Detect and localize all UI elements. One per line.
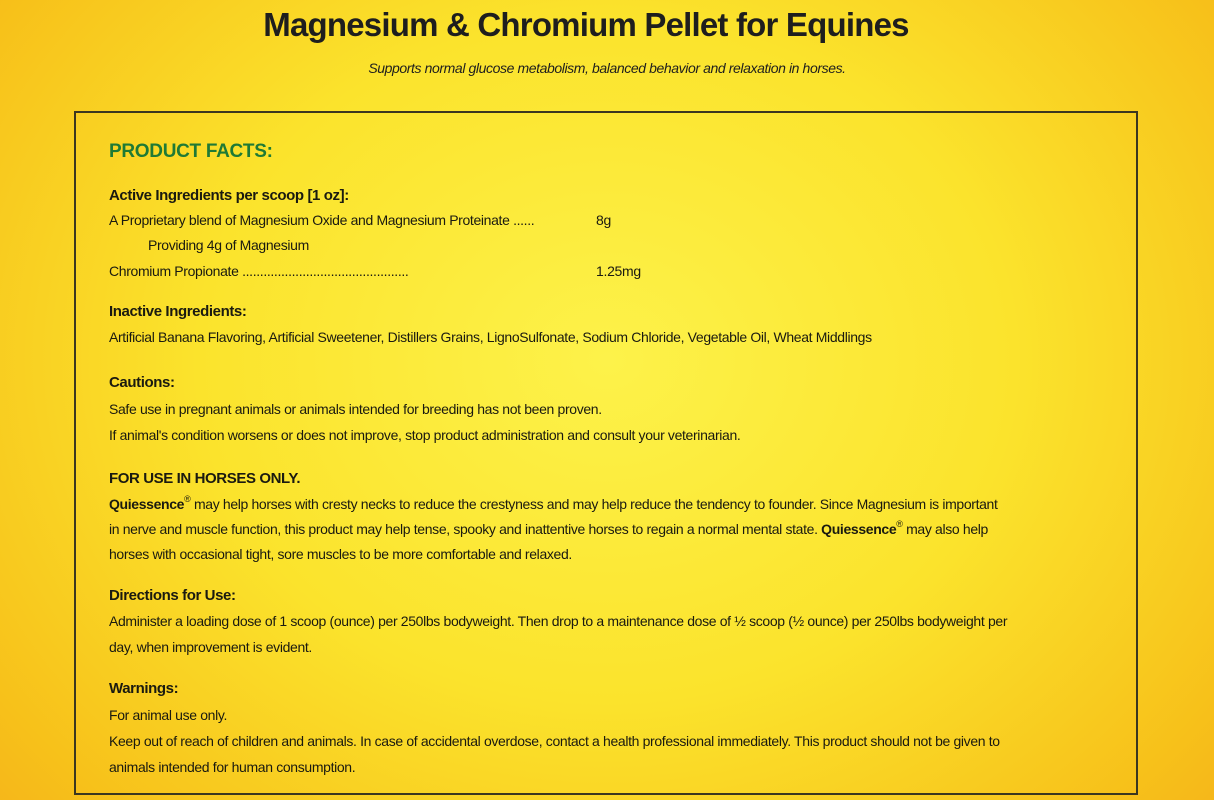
warnings-title: Warnings: [109,680,179,697]
warnings-line-1: For animal use only. [109,707,228,723]
brand-name: Quiessence [821,521,897,537]
product-facts-panel [74,111,1138,795]
registered-mark: ® [896,519,903,529]
brand-name: Quiessence [109,496,185,512]
cautions-line-2: If animal's condition worsens or does not improve, stop product administration and consult your veterinarian. [109,427,741,443]
active-ingredient-row-2 [109,263,408,279]
horses-text-line-2 [109,521,988,537]
directions-line-1: Administer a loading dose of 1 scoop (ounce) per 250lbs bodyweight. Then drop to a maintenance dose of ½ scoop (½ ounce) per 250lbs bodyweight per [109,613,1008,629]
product-facts-heading: PRODUCT FACTS: [109,141,273,162]
active-ingredient-1-note: Providing 4g of Magnesium [148,237,309,253]
active-ingredient-2-amount: 1.25mg [596,263,641,279]
horses-line-2-start: in nerve and muscle function, this product may help tense, spooky and inattentive horses to regain a normal mental state. [109,521,822,537]
registered-mark: ® [184,494,191,504]
active-ingredient-1-leader: ...... [513,212,535,228]
horses-only-title: FOR USE IN HORSES ONLY. [109,470,301,487]
horses-text-line-1 [109,496,998,512]
horses-text-line-3: horses with occasional tight, sore muscles to be more comfortable and relaxed. [109,546,572,562]
inactive-ingredients-title: Inactive Ingredients: [109,303,247,320]
active-ingredient-1-name: A Proprietary blend of Magnesium Oxide and Magnesium Proteinate [109,212,510,228]
directions-line-2: day, when improvement is evident. [109,639,312,655]
product-subtitle: Supports normal glucose metabolism, balanced behavior and relaxation in horses. [368,60,846,76]
active-ingredient-2-leader: ............................................... [242,263,409,279]
cautions-title: Cautions: [109,374,175,391]
product-title: Magnesium & Chromium Pellet for Equines [263,6,909,43]
warnings-line-3: animals intended for human consumption. [109,759,356,775]
active-ingredient-row-1 [109,212,534,228]
warnings-line-2: Keep out of reach of children and animals. In case of accidental overdose, contact a health professional immediately. This product should not be given to [109,733,1000,749]
inactive-ingredients-text: Artificial Banana Flavoring, Artificial Sweetener, Distillers Grains, LignoSulfonate, Sodium Chloride, Vegetable Oil, Wheat Middlings [109,329,872,345]
cautions-line-1: Safe use in pregnant animals or animals intended for breeding has not been proven. [109,401,602,417]
directions-title: Directions for Use: [109,587,236,604]
horses-line-1-rest: may help horses with cresty necks to reduce the crestyness and may help reduce the tendency to founder. Since Magnesium is important [190,496,998,512]
horses-line-2-end: may also help [902,521,988,537]
active-ingredients-title: Active Ingredients per scoop [1 oz]: [109,187,349,204]
active-ingredient-2-name: Chromium Propionate [109,263,239,279]
active-ingredient-1-amount: 8g [596,212,611,228]
